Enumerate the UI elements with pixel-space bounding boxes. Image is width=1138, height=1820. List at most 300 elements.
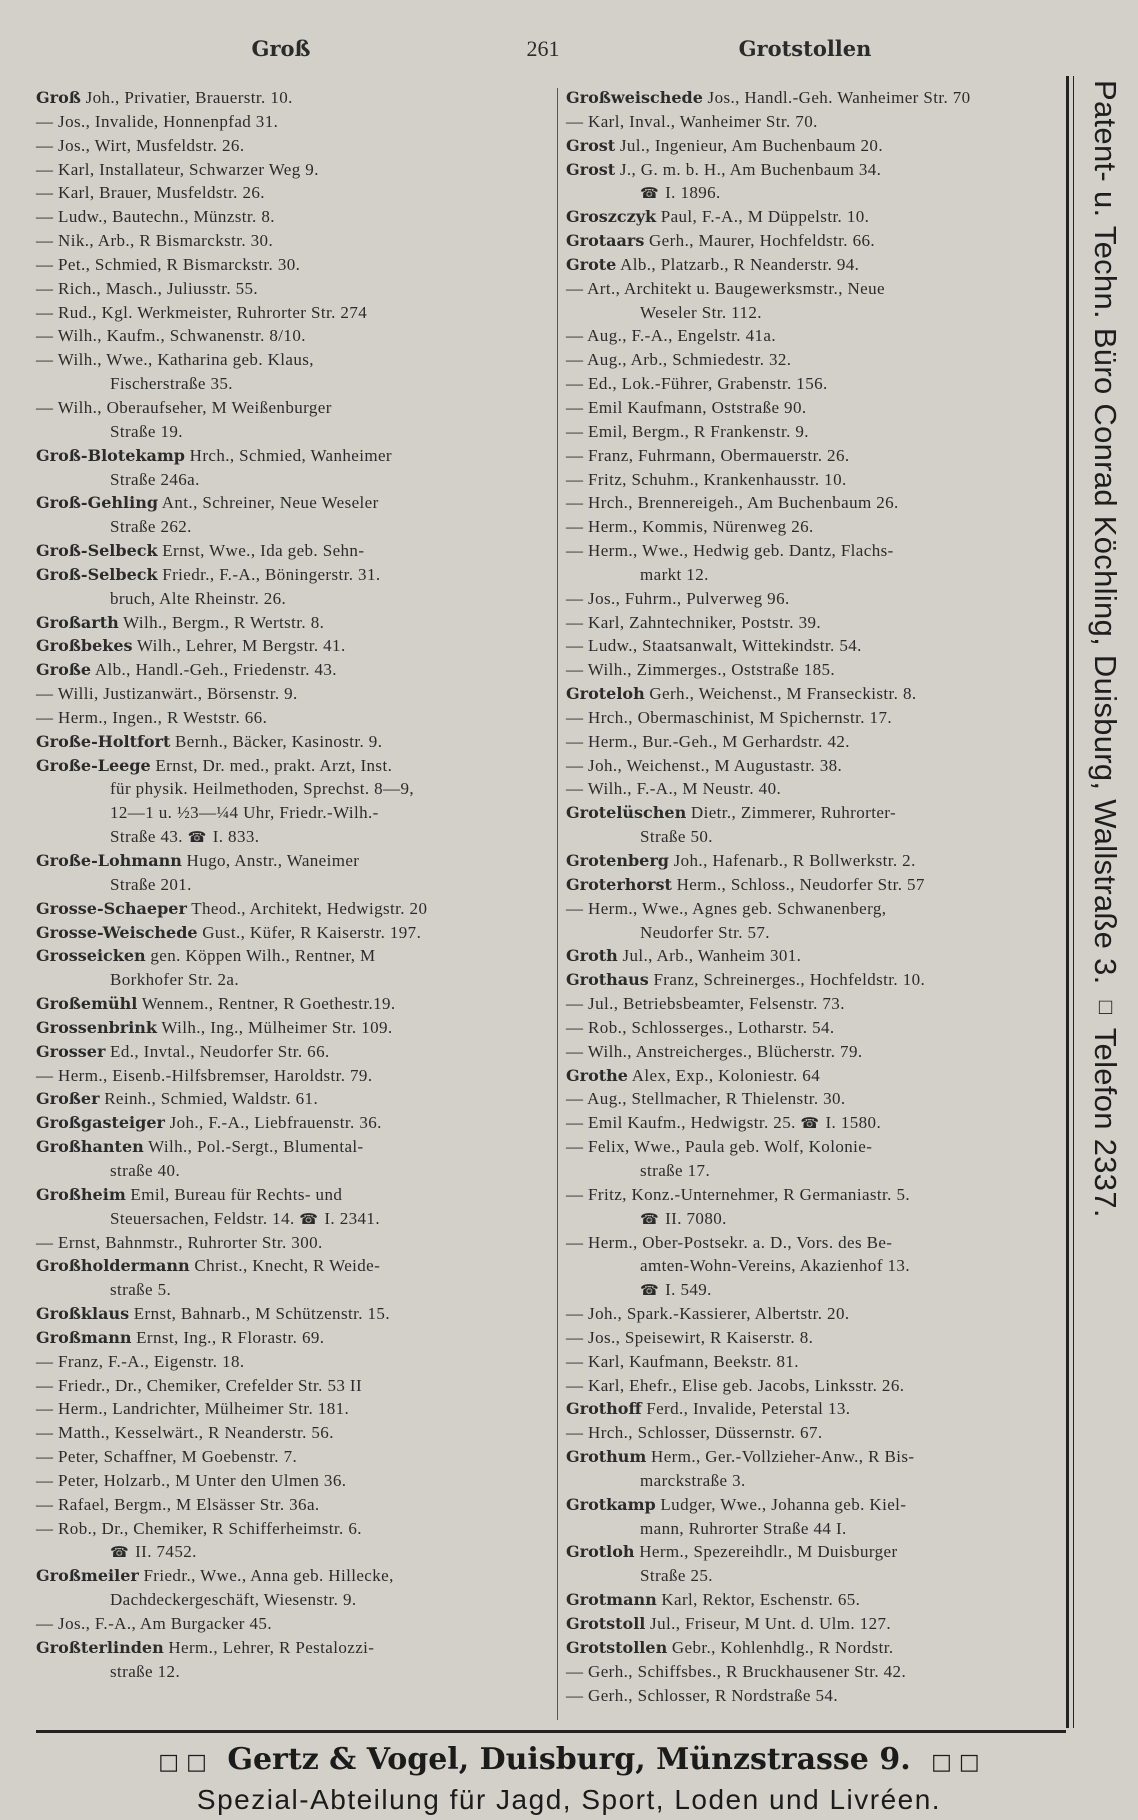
telephone-icon: ☎ [800, 1116, 820, 1133]
telephone-icon: ☎ [640, 186, 660, 203]
entry-text: Friedr., Wwe., Anna geb. Hillecke, [143, 1566, 394, 1586]
directory-line [566, 420, 1066, 444]
entry-text: — Aug., Arb., Schmiedestr. 32. [566, 350, 792, 370]
entry-surname: Großbekes [36, 636, 133, 656]
directory-line [36, 205, 551, 229]
phone-number: II. 7452. [135, 1542, 197, 1562]
entry-text: — Herm., Eisenb.-Hilfsbremser, Haroldstr. 79. [36, 1065, 373, 1085]
entry-text: amten-Wohn-Vereins, Akazienhof 13. [640, 1256, 910, 1276]
entry-text: — Jos., Speisewirt, R Kaiserstr. 8. [566, 1327, 814, 1347]
telephone-icon: ☎ [640, 1283, 660, 1300]
entry-surname: Grossenbrink [36, 1017, 158, 1037]
entry-text: Ernst, Wwe., Ida geb. Sehn- [162, 541, 365, 561]
phone-number: I. 2341. [324, 1208, 380, 1228]
directory-line [566, 1326, 1066, 1350]
entry-surname: Grothe [566, 1065, 628, 1085]
entry-text: Jul., Friseur, M Unt. d. Ulm. 127. [650, 1614, 892, 1633]
directory-line [36, 873, 551, 897]
entry-text: Jul., Arb., Wanheim 301. [622, 946, 802, 966]
entry-surname: Grotenberg [566, 851, 669, 870]
entry-text: — Peter, Schaffner, M Goebenstr. 7. [36, 1447, 298, 1467]
entry-surname: Grothaus [566, 970, 649, 990]
entry-text: — Herm., Ober-Postsekr. a. D., Vors. des Be- [566, 1232, 893, 1252]
entry-text: — Friedr., Dr., Chemiker, Crefelder Str. 53 II [36, 1375, 363, 1395]
directory-line [36, 921, 551, 945]
entry-text: — Wilh., Kaufm., Schwanenstr. 8/10. [36, 326, 306, 346]
directory-line [566, 1612, 1066, 1636]
entry-text: — Rud., Kgl. Werkmeister, Ruhrorter Str. 274 [36, 302, 368, 322]
directory-line [566, 86, 1066, 110]
directory-line [36, 134, 551, 158]
entry-text: bruch, Alte Rheinstr. 26. [110, 588, 287, 608]
entry-surname: Grotkamp [566, 1494, 656, 1514]
entry-text: — Wilh., Anstreicherges., Blücherstr. 79. [566, 1041, 863, 1061]
directory-line [566, 1111, 1066, 1135]
entry-surname: Groß [36, 88, 81, 107]
directory-line [36, 324, 551, 348]
entry-text: — Ludw., Bautechn., Münzstr. 8. [36, 207, 275, 227]
entry-text: — Wilh., Wwe., Katharina geb. Klaus, [36, 350, 314, 370]
right-column [566, 86, 1066, 1707]
entry-surname: Großterlinden [36, 1637, 164, 1657]
entry-text: — Wilh., F.-A., M Neustr. 40. [566, 779, 782, 799]
side-advertisement [1077, 80, 1133, 1720]
entry-text: — Jul., Betriebsbeamter, Felsenstr. 73. [566, 994, 845, 1014]
side-border-line [1066, 76, 1069, 1728]
entry-text: Jul., Ingenieur, Am Buchenbaum 20. [619, 135, 883, 155]
entry-text: — Emil Kaufmann, Oststraße 90. [566, 397, 807, 417]
entry-surname: Große-Leege [36, 755, 151, 775]
ad-company: Gertz & Vogel, Duisburg, Münzstrasse 9. [227, 1742, 911, 1777]
entry-surname: Großheim [36, 1184, 126, 1204]
directory-line [566, 801, 1066, 825]
directory-line [36, 1588, 551, 1612]
entry-surname: Großklaus [36, 1304, 130, 1324]
entry-text: Ed., Invtal., Neudorfer Str. 66. [110, 1041, 330, 1061]
entry-text: Alb., Platzarb., R Neanderstr. 94. [620, 254, 860, 274]
entry-text: Reinh., Schmied, Waldstr. 61. [104, 1089, 319, 1109]
entry-surname: Großgasteiger [36, 1113, 165, 1133]
entry-text: — Jos., Invalide, Honnenpfad 31. [36, 111, 279, 131]
directory-line [566, 515, 1066, 539]
directory-line [36, 396, 551, 420]
directory-line [36, 563, 551, 587]
directory-line [566, 849, 1066, 873]
entry-text: Herm., Spezereihdlr., M Duisburger [639, 1542, 898, 1562]
bottom-advertisement-subtitle: Spezial-Abteilung für Jagd, Sport, Loden und Livréen. [196, 1784, 942, 1815]
entry-surname: Groszczyk [566, 207, 657, 227]
directory-line [566, 1064, 1066, 1088]
directory-line [566, 1684, 1066, 1708]
directory-line [566, 634, 1066, 658]
entry-text: — Art., Architekt u. Baugewerksmstr., Neue [566, 278, 885, 298]
directory-line [36, 1135, 551, 1159]
entry-text: Alex, Exp., Koloniestr. 64 [631, 1065, 821, 1085]
entry-text: straße 40. [110, 1160, 181, 1180]
entry-text: Franz, Schreinerges., Hochfeldstr. 10. [653, 970, 926, 990]
phone-number: I. 1896. [665, 183, 721, 203]
directory-line [566, 1540, 1066, 1564]
entry-text: Paul, F.-A., M Düppelstr. 10. [660, 207, 870, 227]
entry-text: — Emil Kaufm., Hedwigstr. 25. [566, 1113, 796, 1133]
directory-line [566, 944, 1066, 968]
entry-surname: Grost [566, 135, 616, 155]
entry-text: — Karl, Ehefr., Elise geb. Jacobs, Linksstr. 26. [566, 1375, 905, 1395]
directory-line [36, 897, 551, 921]
directory-line [566, 396, 1066, 420]
directory-line [566, 1016, 1066, 1040]
entry-text: Hugo, Anstr., Waneimer [186, 851, 360, 870]
running-head-left: Groß [251, 36, 311, 61]
entry-text: Emil, Bureau für Rechts- und [130, 1184, 343, 1204]
entry-surname: Großarth [36, 612, 119, 632]
side-border-line [1073, 76, 1074, 1728]
directory-line [36, 253, 551, 277]
entry-text: — Wilh., Oberaufseher, M Weißenburger [36, 397, 332, 417]
entry-text: — Jos., Wirt, Musfeldstr. 26. [36, 135, 245, 155]
entry-surname: Groth [566, 946, 618, 966]
square-ornament-icon: □ [1093, 993, 1118, 1019]
phone-number: I. 1580. [825, 1113, 882, 1133]
directory-line [36, 1350, 551, 1374]
entry-text: — Herm., Wwe., Agnes geb. Schwanenberg, [566, 898, 887, 918]
directory-line [566, 1469, 1066, 1493]
entry-surname: Grotloh [566, 1542, 635, 1562]
entry-text: — Hrch., Obermaschinist, M Spichernstr. 17. [566, 707, 892, 727]
entry-text: — Herm., Landrichter, Mülheimer Str. 181. [36, 1399, 350, 1419]
directory-line [36, 1636, 551, 1660]
directory-line [36, 1421, 551, 1445]
entry-surname: Großmann [36, 1327, 132, 1347]
running-head-right: Grotstollen [738, 36, 872, 61]
directory-line [36, 1564, 551, 1588]
telephone-icon: ☎ [187, 830, 207, 847]
entry-text: Dietr., Zimmerer, Ruhrorter- [690, 803, 897, 823]
entry-text: Straße 246a. [110, 469, 200, 489]
directory-line [36, 682, 551, 706]
directory-line [36, 992, 551, 1016]
entry-text: — Ernst, Bahnmstr., Ruhrorter Str. 300. [36, 1232, 323, 1252]
entry-text: Herm., Ger.-Vollzieher-Anw., R Bis- [651, 1447, 915, 1467]
directory-line [36, 181, 551, 205]
directory-line [36, 825, 551, 849]
directory-line [566, 372, 1066, 396]
entry-text: J., G. m. b. H., Am Buchenbaum 34. [619, 159, 882, 179]
square-ornament-icon: □ □ [931, 1750, 980, 1775]
directory-line [36, 1231, 551, 1255]
directory-line [566, 992, 1066, 1016]
entry-text: Gust., Küfer, R Kaiserstr. 197. [202, 922, 422, 942]
directory-line [566, 134, 1066, 158]
entry-surname: Großweischede [566, 88, 703, 107]
entry-text: Gebr., Kohlenhdlg., R Nordstr. [671, 1637, 894, 1657]
directory-line [566, 611, 1066, 635]
directory-line [36, 1445, 551, 1469]
entry-text: straße 17. [640, 1160, 711, 1180]
directory-line [566, 1564, 1066, 1588]
directory-line [36, 1159, 551, 1183]
directory-line [36, 1540, 551, 1564]
directory-line [36, 1183, 551, 1207]
directory-line [36, 491, 551, 515]
entry-text: — Pet., Schmied, R Bismarckstr. 30. [36, 254, 301, 274]
directory-line [36, 706, 551, 730]
entry-text: straße 5. [110, 1280, 172, 1300]
entry-text: — Karl, Zahntechniker, Poststr. 39. [566, 612, 822, 632]
entry-text: Straße 50. [640, 827, 713, 847]
entry-text: marckstraße 3. [640, 1470, 746, 1490]
directory-line [566, 1040, 1066, 1064]
entry-text: mann, Ruhrorter Straße 44 I. [640, 1518, 847, 1538]
directory-line [36, 444, 551, 468]
bottom-advertisement-title [0, 1742, 1138, 1777]
directory-line [566, 348, 1066, 372]
entry-text: — Willi, Justizanwärt., Börsenstr. 9. [36, 684, 298, 704]
entry-text: Joh., F.-A., Liebfrauenstr. 36. [169, 1113, 382, 1133]
directory-line [36, 1493, 551, 1517]
directory-line [36, 301, 551, 325]
directory-line [36, 777, 551, 801]
entry-text: Christ., Knecht, R Weide- [194, 1256, 381, 1276]
directory-line [566, 324, 1066, 348]
directory-line [566, 921, 1066, 945]
entry-text: Wilh., Ing., Mülheimer Str. 109. [161, 1017, 393, 1037]
directory-line [566, 444, 1066, 468]
directory-line [566, 468, 1066, 492]
directory-line [566, 563, 1066, 587]
entry-surname: Grotstollen [566, 1637, 668, 1657]
square-ornament-icon: □ □ [158, 1750, 207, 1775]
entry-text: — Fritz, Schuhm., Krankenhausstr. 10. [566, 469, 847, 489]
directory-line [36, 754, 551, 778]
page-number: 261 [526, 36, 560, 61]
entry-text: — Peter, Holzarb., M Unter den Ulmen 36. [36, 1470, 347, 1490]
entry-surname: Große-Lohmann [36, 851, 182, 870]
directory-line [36, 468, 551, 492]
entry-surname: Groß-Selbeck [36, 541, 158, 561]
entry-text: — Karl, Brauer, Musfeldstr. 26. [36, 183, 265, 203]
directory-line [36, 634, 551, 658]
entry-surname: Groterhorst [566, 874, 672, 894]
directory-line [36, 1278, 551, 1302]
entry-text: Ernst, Bahnarb., M Schützenstr. 15. [133, 1304, 390, 1324]
entry-text: — Aug., F.-A., Engelstr. 41a. [566, 326, 776, 346]
entry-surname: Grosse-Weischede [36, 922, 198, 942]
entry-text: — Karl, Installateur, Schwarzer Weg 9. [36, 159, 319, 179]
directory-line [36, 1064, 551, 1088]
entry-text: 12—1 u. ½3—¼4 Uhr, Friedr.-Wilh.- [110, 803, 379, 823]
directory-line [566, 587, 1066, 611]
entry-surname: Groteloh [566, 684, 645, 704]
entry-text: — Matth., Kesselwärt., R Neanderstr. 56. [36, 1423, 334, 1443]
entry-text: — Joh., Weichenst., M Augustastr. 38. [566, 755, 843, 775]
entry-text: Neudorfer Str. 57. [640, 922, 770, 942]
entry-surname: Grote [566, 254, 617, 274]
entry-text: Herm., Lehrer, R Pestalozzi- [168, 1637, 375, 1657]
left-column [36, 86, 551, 1684]
entry-text: Ernst, Ing., R Florastr. 69. [136, 1327, 325, 1347]
entry-text: Ernst, Dr. med., prakt. Arzt, Inst. [155, 755, 393, 775]
directory-line [566, 1135, 1066, 1159]
entry-text: Wennem., Rentner, R Goethestr.19. [141, 994, 396, 1014]
entry-surname: Grosseicken [36, 946, 146, 966]
directory-line [36, 1111, 551, 1135]
telephone-icon: ☎ [110, 1545, 130, 1562]
entry-text: — Aug., Stellmacher, R Thielenstr. 30. [566, 1089, 846, 1109]
entry-surname: Grothoff [566, 1399, 642, 1419]
directory-line [36, 348, 551, 372]
directory-line [566, 277, 1066, 301]
directory-line [36, 158, 551, 182]
directory-line [36, 1254, 551, 1278]
directory-line [566, 181, 1066, 205]
directory-line [566, 229, 1066, 253]
directory-line [566, 1254, 1066, 1278]
directory-line [566, 1421, 1066, 1445]
entry-surname: Grotstoll [566, 1614, 646, 1633]
directory-line [566, 777, 1066, 801]
entry-surname: Grotelüschen [566, 803, 687, 823]
entry-text: — Joh., Spark.-Kassierer, Albertstr. 20. [566, 1304, 850, 1324]
entry-text: Straße 201. [110, 874, 192, 894]
directory-line [566, 1350, 1066, 1374]
directory-line [566, 1087, 1066, 1111]
directory-line [36, 611, 551, 635]
directory-line [566, 706, 1066, 730]
entry-text: — Ed., Lok.-Führer, Grabenstr. 156. [566, 374, 828, 394]
phone-number: I. 833. [212, 827, 260, 847]
entry-text: — Karl, Kaufmann, Beekstr. 81. [566, 1351, 799, 1371]
entry-surname: Groß-Gehling [36, 493, 159, 513]
entry-text: — Rob., Dr., Chemiker, R Schifferheimstr. 6. [36, 1518, 362, 1538]
directory-line [566, 897, 1066, 921]
entry-text: — Hrch., Schlosser, Düssernstr. 67. [566, 1423, 823, 1443]
directory-line [36, 801, 551, 825]
entry-text: straße 12. [110, 1661, 181, 1681]
entry-surname: Großer [36, 1089, 100, 1109]
directory-line [36, 1374, 551, 1398]
entry-text: — Nik., Arb., R Bismarckstr. 30. [36, 231, 274, 251]
bottom-rule [36, 1730, 1066, 1733]
directory-line [566, 754, 1066, 778]
directory-line [36, 86, 551, 110]
directory-line [36, 1397, 551, 1421]
directory-line [566, 1302, 1066, 1326]
directory-line [36, 1517, 551, 1541]
entry-text: Gerh., Maurer, Hochfeldstr. 66. [648, 231, 876, 251]
entry-text: — Wilh., Zimmerges., Oststraße 185. [566, 660, 836, 680]
entry-surname: Groß-Blotekamp [36, 445, 185, 465]
directory-line [36, 944, 551, 968]
entry-text: gen. Köppen Wilh., Rentner, M [150, 946, 376, 966]
directory-line [566, 1397, 1066, 1421]
directory-line [36, 1302, 551, 1326]
directory-line [566, 682, 1066, 706]
telephone-icon: ☎ [640, 1211, 660, 1228]
phone-number: II. 7080. [665, 1208, 727, 1228]
directory-line [566, 1660, 1066, 1684]
entry-text: Gerh., Weichenst., M Franseckistr. 8. [649, 684, 917, 704]
entry-text: — Franz, Fuhrmann, Obermauerstr. 26. [566, 445, 850, 465]
entry-text: — Herm., Kommis, Nürenweg 26. [566, 517, 814, 537]
entry-text: Fischerstraße 35. [110, 374, 233, 394]
telephone-icon: ☎ [299, 1211, 319, 1228]
directory-line [566, 658, 1066, 682]
directory-line [36, 515, 551, 539]
directory-line [566, 301, 1066, 325]
entry-surname: Groß-Selbeck [36, 564, 158, 584]
entry-text: — Herm., Ingen., R Weststr. 66. [36, 707, 268, 727]
directory-line [36, 587, 551, 611]
entry-text: — Fritz, Konz.-Unternehmer, R Germaniastr. 5. [566, 1184, 911, 1204]
directory-line [36, 968, 551, 992]
directory-line [36, 110, 551, 134]
entry-surname: Grotmann [566, 1590, 657, 1610]
entry-text: — Franz, F.-A., Eigenstr. 18. [36, 1351, 245, 1371]
entry-text: für physik. Heilmethoden, Sprechst. 8—9, [110, 779, 415, 799]
entry-surname: Großemühl [36, 994, 138, 1014]
directory-line [566, 968, 1066, 992]
directory-line [36, 539, 551, 563]
directory-line [36, 420, 551, 444]
directory-line [36, 1660, 551, 1684]
entry-text: Joh., Privatier, Brauerstr. 10. [85, 88, 293, 107]
directory-line [566, 1517, 1066, 1541]
directory-line [36, 372, 551, 396]
directory-line [36, 1469, 551, 1493]
entry-surname: Grost [566, 159, 616, 179]
directory-line [566, 1636, 1066, 1660]
directory-line [566, 1159, 1066, 1183]
entry-text: — Rafael, Bergm., M Elsässer Str. 36a. [36, 1494, 320, 1514]
entry-text: — Ludw., Staatsanwalt, Wittekindstr. 54. [566, 636, 862, 656]
directory-line [566, 1374, 1066, 1398]
entry-surname: Grothum [566, 1447, 647, 1467]
directory-line [36, 1040, 551, 1064]
entry-text: Ludger, Wwe., Johanna geb. Kiel- [660, 1494, 907, 1514]
entry-surname: Großmeiler [36, 1566, 139, 1586]
directory-line [36, 1087, 551, 1111]
directory-line [36, 1016, 551, 1040]
entry-text: — Herm., Bur.-Geh., M Gerhardstr. 42. [566, 731, 850, 751]
entry-text: markt 12. [640, 564, 709, 584]
entry-text: — Hrch., Brennereigeh., Am Buchenbaum 26. [566, 493, 899, 513]
entry-text: Straße 19. [110, 421, 183, 441]
entry-text: Ferd., Invalide, Peterstal 13. [646, 1399, 851, 1419]
directory-line [566, 110, 1066, 134]
entry-text: — Emil, Bergm., R Frankenstr. 9. [566, 421, 809, 441]
entry-text: — Gerh., Schiffsbes., R Bruckhausener Str. 42. [566, 1661, 907, 1681]
entry-surname: Großhanten [36, 1137, 144, 1157]
entry-text: Friedr., F.-A., Böningerstr. 31. [162, 564, 381, 584]
entry-text: Straße 43. [110, 827, 183, 847]
entry-text: — Felix, Wwe., Paula geb. Wolf, Kolonie- [566, 1137, 873, 1157]
directory-line [566, 1207, 1066, 1231]
entry-text: Bernh., Bäcker, Kasinostr. 9. [175, 731, 383, 751]
directory-line [566, 1445, 1066, 1469]
entry-text: Joh., Hafenarb., R Bollwerkstr. 2. [673, 851, 916, 870]
entry-text: — Jos., F.-A., Am Burgacker 45. [36, 1614, 272, 1633]
directory-line [566, 825, 1066, 849]
entry-surname: Große [36, 660, 92, 680]
directory-line [566, 1588, 1066, 1612]
entry-surname: Große-Holtfort [36, 731, 171, 751]
directory-line [566, 205, 1066, 229]
entry-surname: Grotaars [566, 231, 645, 251]
entry-text: Steuersachen, Feldstr. 14. [110, 1208, 295, 1228]
entry-text: Dachdeckergeschäft, Wiesenstr. 9. [110, 1590, 357, 1610]
entry-text: Straße 262. [110, 517, 192, 537]
